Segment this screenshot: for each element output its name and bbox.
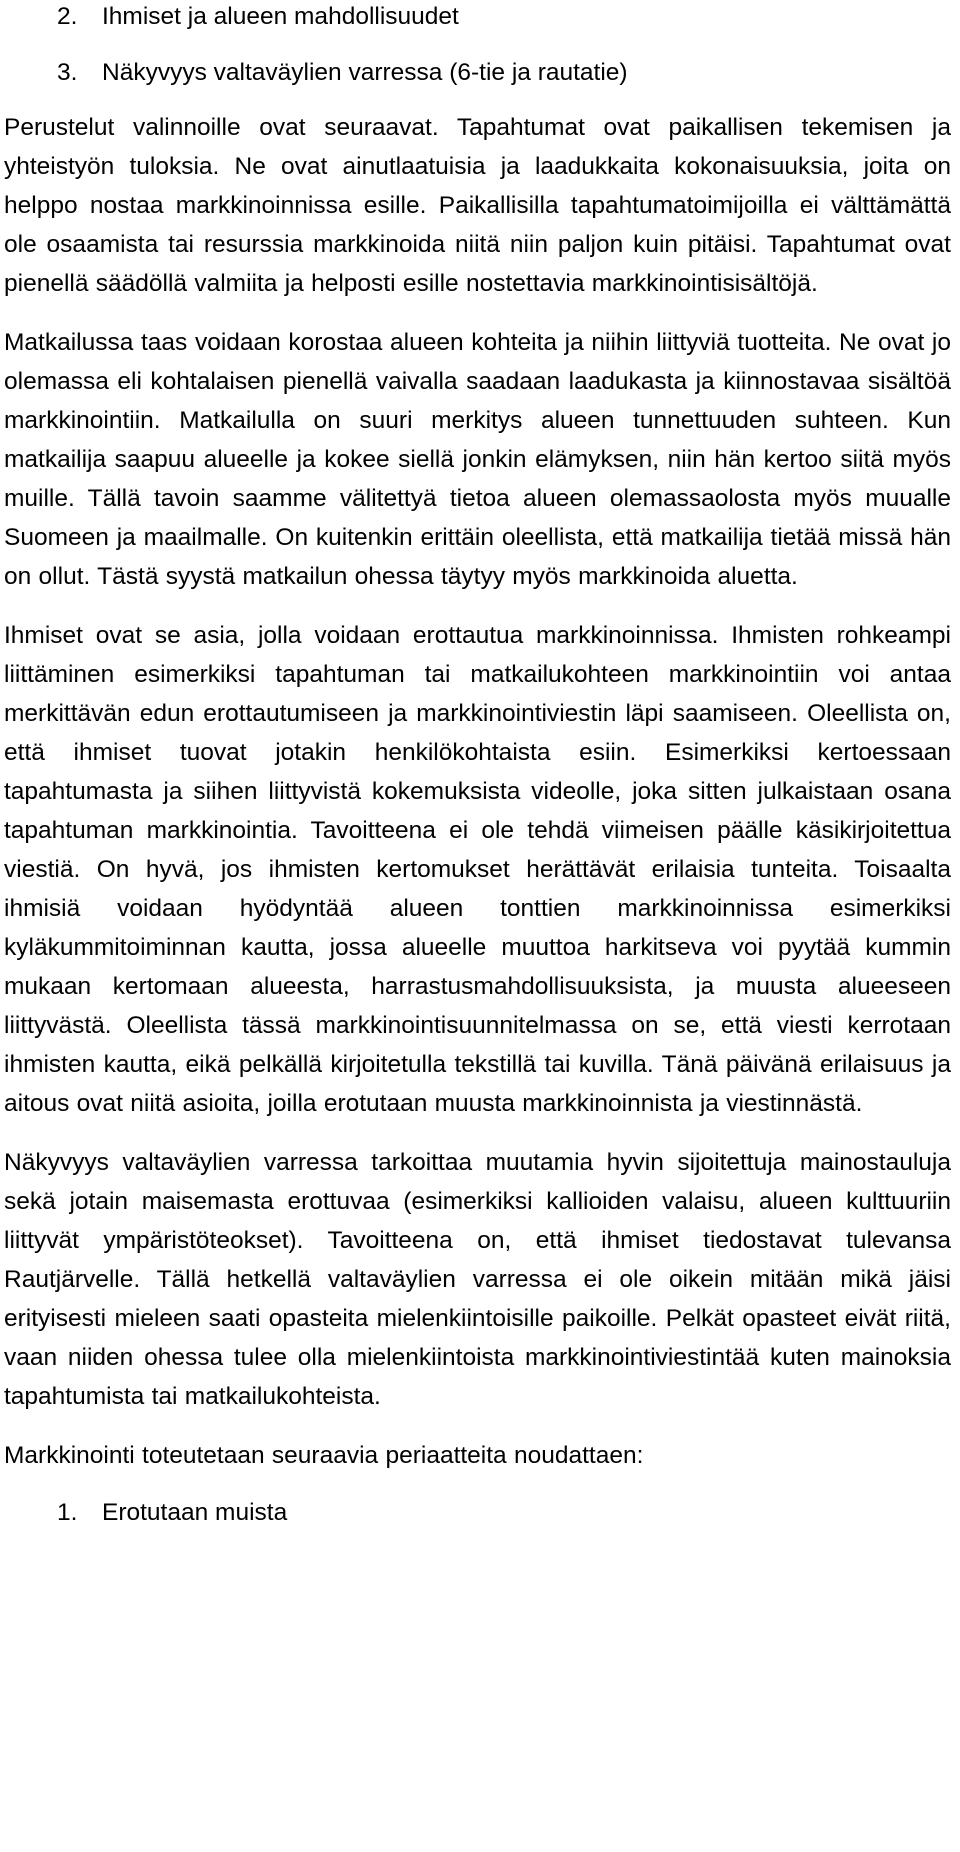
list-number: 3. xyxy=(57,59,78,86)
list-number: 2. xyxy=(57,3,78,30)
list-item xyxy=(4,53,951,92)
paragraph-people: Ihmiset ovat se asia, jolla voidaan erottautua markkinoinnissa. Ihmisten rohkeampi liittäminen esimerkiksi tapahtuman tai matkailukohteen markkinointiin voi antaa merkittävän edun erottautumiseen ja markkinointiviestin läpi saamiseen. Oleellista on, että ihmiset tuovat jotakin henkilökohtaista esiin. Esimerkiksi kertoessaan tapahtumasta ja siihen liittyvistä kokemuksista videolle, joka sitten julkaistaan osana tapahtuman markkinointia. Tavoitteena ei ole tehdä viimeisen päälle käsikirjoitettua viestiä. On hyvä, jos ihmisten kertomukset herättävät erilaisia tunteita. Toisaalta ihmisiä voidaan hyödyntää alueen tonttien markkinoinnissa esimerkiksi kyläkummitoiminnan kautta, jossa alueelle muuttoa harkitseva voi pyytää kummin mukaan kertomaan alueesta, harrastusmahdollisuuksista, ja muusta alueeseen liittyvästä. Oleellista tässä markkinointisuunnitelmassa on se, että viesti kerrotaan ihmisten kautta, eikä pelkällä kirjoitetulla tekstillä tai kuvilla. Tänä päivänä erilaisuus ja aitous ovat niitä asioita, joilla erotutaan muusta markkinoinnista ja viestinnästä. xyxy=(4,622,951,1117)
document-body xyxy=(4,0,951,1532)
paragraph-principles-intro: Markkinointi toteutetaan seuraavia periaatteita noudattaen: xyxy=(4,1442,644,1469)
list-text: Ihmiset ja alueen mahdollisuudet xyxy=(102,3,459,30)
list-number: 1. xyxy=(57,1499,78,1526)
paragraph-visibility: Näkyvyys valtaväylien varressa tarkoittaa muutamia hyvin sijoitettuja mainostauluja sekä jotain maisemasta erottuvaa (esimerkiksi kallioiden valaisu, alueen kulttuuriin liittyvät ympäristöteokset). Tavoitteena on, että ihmiset tiedostavat tulevansa Rautjärvelle. Tällä hetkellä valtaväylien varressa ei ole oikein mitään mikä jäisi erityisesti mieleen saati opasteita mielenkiintoisille paikoille. Pelkät opasteet eivät riitä, vaan niiden ohessa tulee olla mielenkiintoista markkinointiviestintää kuten mainoksia tapahtumista tai matkailukohteista. xyxy=(4,1149,951,1410)
list-item xyxy=(4,0,951,36)
paragraph-tourism: Matkailussa taas voidaan korostaa alueen kohteita ja niihin liittyviä tuotteita. Ne ovat jo olemassa eli kohtalaisen pienellä vaivalla saadaan laadukasta ja kiinnostavaa sisältöä markkinointiin. Matkailulla on suuri merkitys alueen tunnettuuden suhteen. Kun matkailija saapuu alueelle ja kokee siellä jonkin elämyksen, niin hän kertoo siitä myös muille. Tällä tavoin saamme välitettyä tietoa alueen olemassaolosta myös muualle Suomeen ja maailmalle. On kuitenkin erittäin oleellista, että matkailija tietää missä hän on ollut. Tästä syystä matkailun ohessa täytyy myös markkinoida aluetta. xyxy=(4,329,951,590)
numbered-list-top xyxy=(4,0,951,92)
list-text: Erotutaan muista xyxy=(102,1499,288,1526)
list-text: Näkyvyys valtaväylien varressa (6-tie ja rautatie) xyxy=(102,59,628,86)
list-item xyxy=(4,1493,951,1532)
paragraph-rationale: Perustelut valinnoille ovat seuraavat. Tapahtumat ovat paikallisen tekemisen ja yhteistyön tuloksia. Ne ovat ainutlaatuisia ja laadukkaita kokonaisuuksia, joita on helppo nostaa markkinoinnissa esille. Paikallisilla tapahtumatoimijoilla ei välttämättä ole osaamista tai resurssia markkinoida niitä niin paljon kuin pitäisi. Tapahtumat ovat pienellä säädöllä valmiita ja helposti esille nostettavia markkinointisisältöjä. xyxy=(4,114,951,297)
numbered-list-bottom xyxy=(4,1493,951,1532)
